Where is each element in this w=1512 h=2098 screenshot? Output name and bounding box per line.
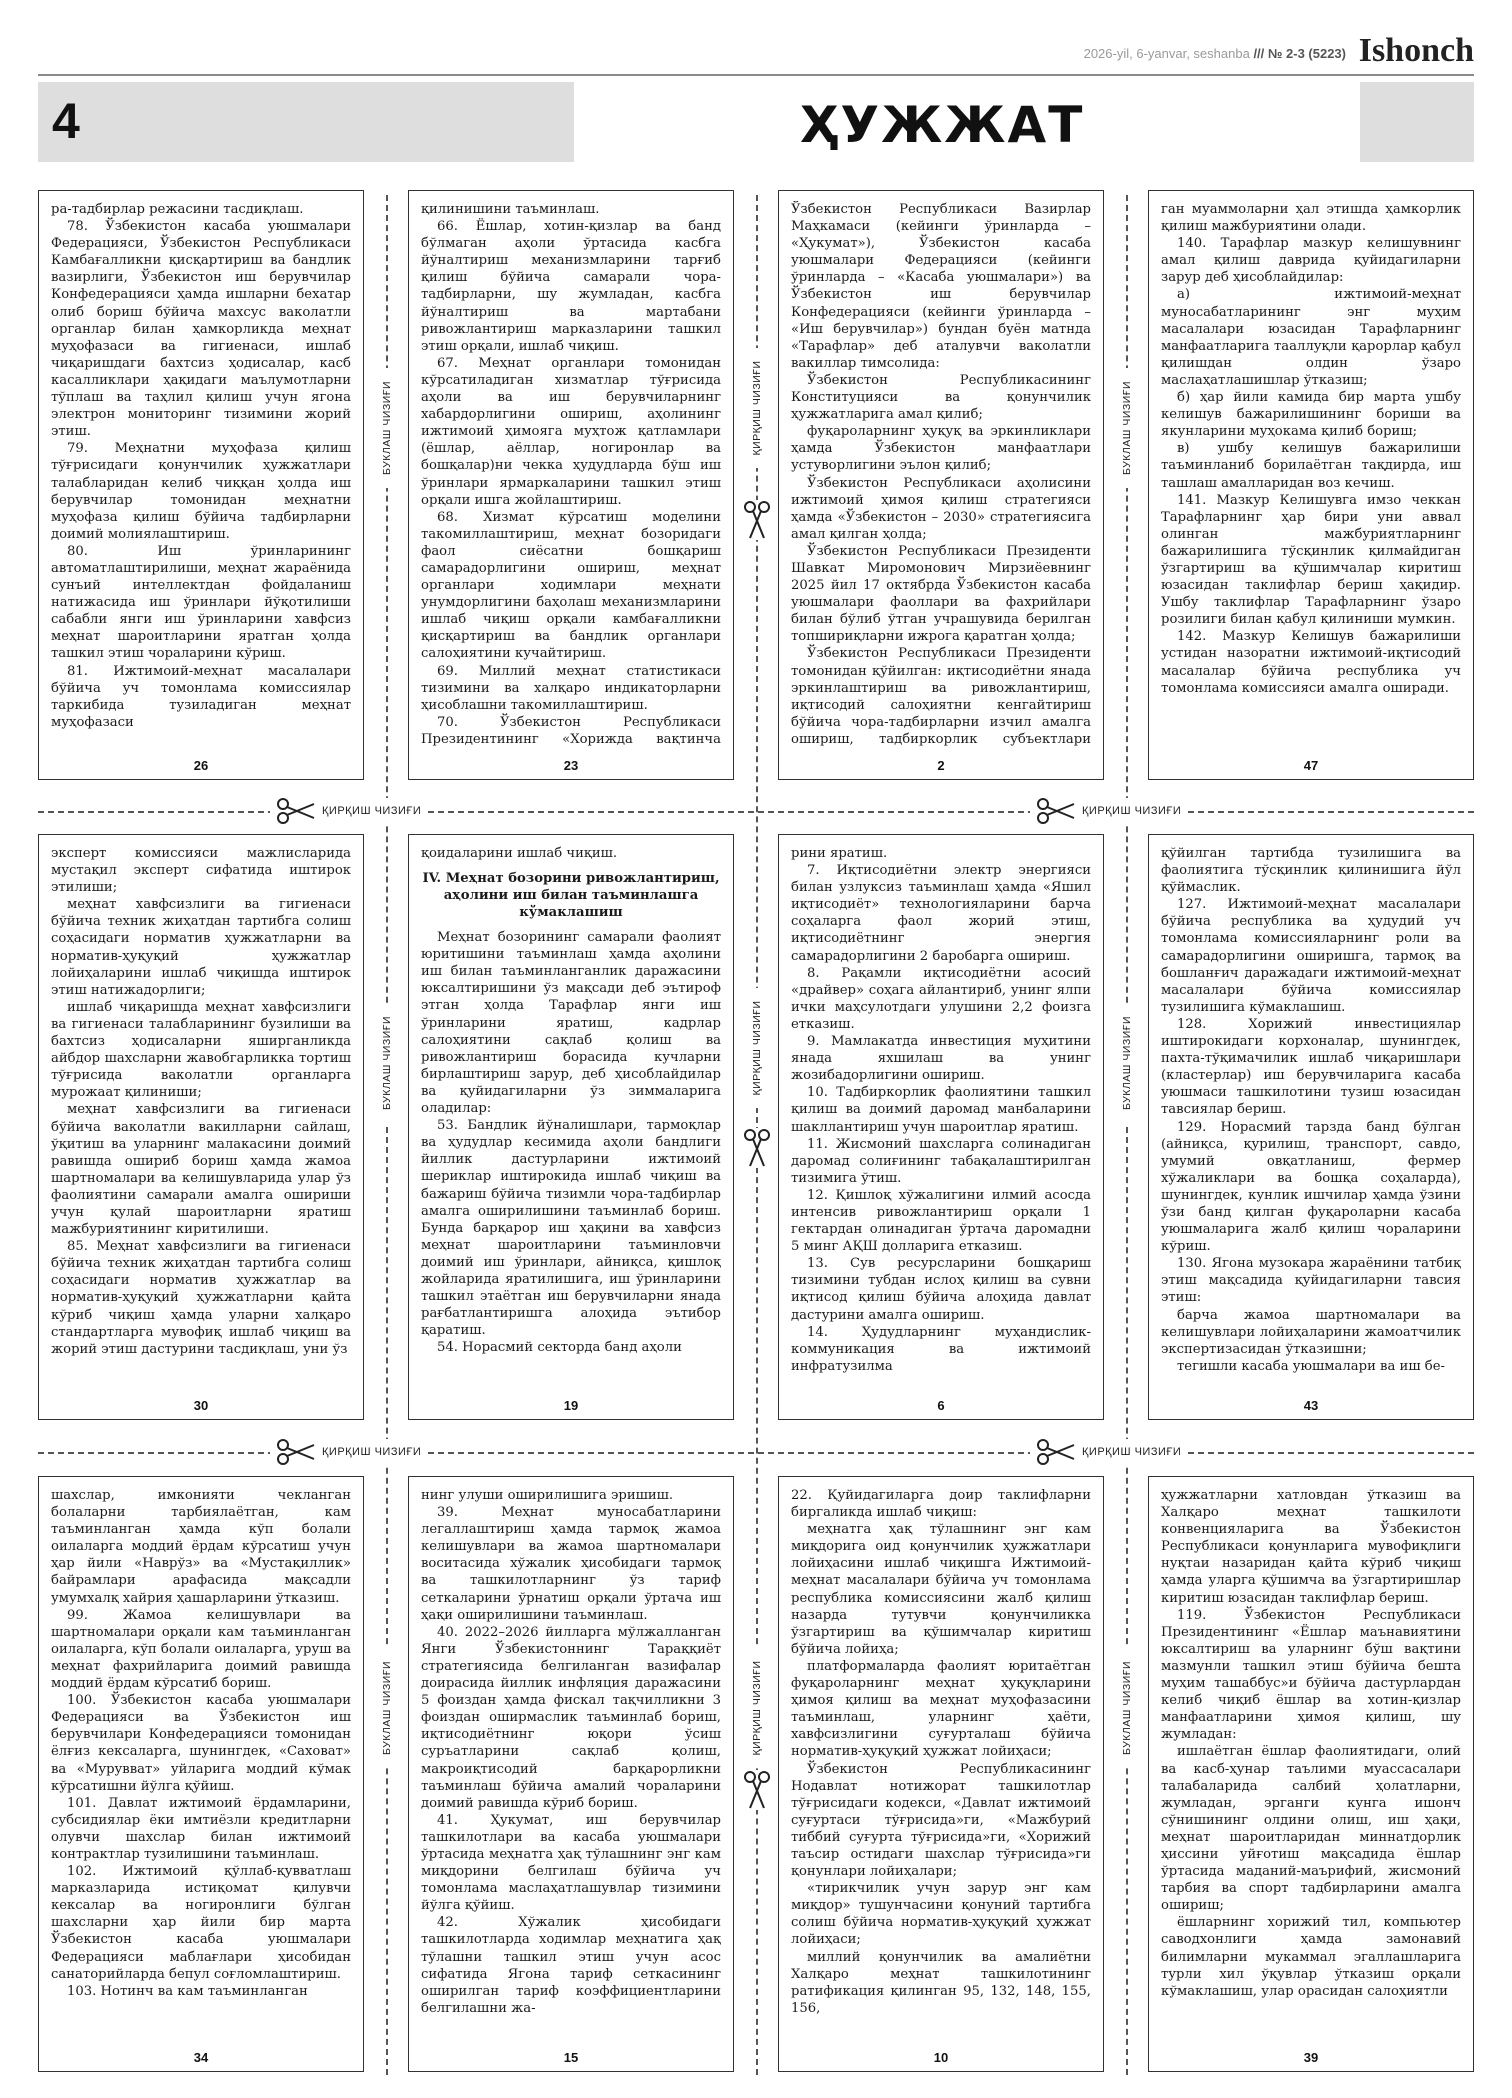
card-paragraph: ишлаб чиқаришда меҳнат хавфсизлиги ва гигиенаси талабларининг бузилиши ва бахтсиз ҳодисаларни яширганликда айбдор шахсларни жавобгарликка тортиш тўғрисида ваколатли органларга мурожаат қилиниши; xyxy=(51,999,351,1101)
card-number: 39 xyxy=(1303,2050,1319,2065)
card-paragraph: қўйилган тартибда тузилишига ва фаолиятига тўсқинлик қилинишига йўл қўймаслик. xyxy=(1161,846,1461,896)
document-card xyxy=(38,190,364,780)
cut-label-h2-left xyxy=(270,1439,427,1465)
card-paragraph: 11. Жисмоний шахсларга солинадиган даромад солиғининг табақалаштирилган тизимига ўтиш. xyxy=(791,1136,1091,1186)
card-paragraph: Ўзбекистон Республикаси Президенти Шавкат Миромонович Мирзиёевнинг 2025 йил 17 октябрда Ўзбекистон касаба уюшмалари фаоллари ва фахрийлари билан бўлиб ўтган учрашувида берилган топшириқларни ижрога қаратган ҳолда; xyxy=(791,543,1091,645)
title-accent-box xyxy=(1360,82,1474,162)
card-paragraph: 7. Иқтисодиётни электр энергияси билан узлуксиз таъминлаш ҳамда «Яшил иқтисодиёт» технологияларини барча соҳаларга фаол жорий этиш, иқтисодиётнинг энергия самарадорлигини 2 баробарга ошириш. xyxy=(791,863,1091,964)
card-paragraph: 67. Меҳнат органлари томонидан кўрсатиладиган хизматлар тўғрисида аҳоли ва иш берувчиларнинг хабардорлигини ошириш, аҳолининг ижтимоий ҳимояга муҳтож қатламлари (ёшлар, аёллар, ногиронлар ва бошқалар)ни чекка ҳудудларда бўш иш ўринлари ярмаркаларини ташкил этиш орқали ишга жойлаштириш. xyxy=(421,355,721,508)
cut-label-text: ҚИРҚИШ ЧИЗИҒИ xyxy=(1082,805,1182,817)
card-number: 43 xyxy=(1303,1398,1319,1413)
card-paragraph: Ўзбекистон Республикаси аҳолисини ижтимоий ҳимоя қилиш стратегияси ҳамда «Ўзбекистон – 2030» стратегиясига амал қилган ҳолда; xyxy=(791,475,1091,542)
issue-date: 2026-yil, 6-yanvar, seshanba xyxy=(1083,46,1250,61)
scissors-icon xyxy=(742,1770,772,1810)
card-paragraph: 85. Меҳнат хавфсизлиги ва гигиенаси бўйича техник жиҳатдан тартибга солиш соҳасидаги норматив ҳужжатлар ва норматив-ҳуқуқий ҳужжатларни қайта кўриб чиқиш ҳамда уларни халқаро стандартларга мувофиқ ишлаб чиқиш ва жорий этиш дастурини тасдиқлаш, уни ўз xyxy=(51,1239,351,1357)
document-card xyxy=(1148,834,1474,1420)
card-number: 34 xyxy=(193,2050,209,2065)
cut-label-text: ҚИРҚИШ ЧИЗИҒИ xyxy=(322,805,422,817)
card-paragraph: 99. Жамоа келишувлари ва шартномалари орқали кам таъминланган оилаларга, кўп болали оилаларга, уруш ва меҳнат фахрийларига доимий равишда моддий ёрдам кўрсатиб бориш. xyxy=(51,1607,351,1692)
card-paragraph: 66. Ёшлар, хотин-қизлар ва банд бўлмаган аҳоли ўртасида касбга йўналтириш механизмларини тарғиб қилиш бўйича самарали чора-тадбирларни, шу жумладан, касбга йўналтириш ва мартабани ривожлантириш марказларини ташкил этиш орқали, ишлаб чиқиш. xyxy=(421,219,721,354)
card-paragraph: фуқароларнинг ҳуқуқ ва эркинликлари ҳамда Ўзбекистон манфаатлари устуворлигини эълон қилиб; xyxy=(791,424,1091,474)
document-card xyxy=(408,1476,734,2072)
card-number: 26 xyxy=(193,758,209,773)
fold-label: БУКЛАШ ЧИЗИҒИ xyxy=(1119,1648,1135,1768)
document-card xyxy=(1148,1476,1474,2072)
card-paragraph: в) ушбу келишув бажарилиши таъминланиб борилаётган тақдирда, иш ташлаш амалларидан воз кечиш. xyxy=(1161,441,1461,491)
card-paragraph: меҳнат хавфсизлиги ва гигиенаси бўйича техник жиҳатдан тартибга солиш соҳасидаги норматив ҳужжатларни ва норматив-ҳуқуқий ҳужжатлар лойиҳаларини ишлаб чиқишда иштирок этиш натижадорлиги; xyxy=(51,897,351,998)
card-paragraph: 42. Хўжалик ҳисобидаги ташкилотларда ходимлар меҳнатига ҳақ тўлашни ташкил этиш учун асос сифатида Ягона тариф сеткасининг оширилган тариф коэффициентларини белгилашни жа- xyxy=(421,1915,721,2016)
document-card xyxy=(408,834,734,1420)
newspaper-logo[interactable]: Ishonch xyxy=(1358,32,1474,69)
card-paragraph: 78. Ўзбекистон касаба уюшмалари Федерацияси, Ўзбекистон Республикаси Камбағалликни қисқартириш ва бандлик вазирлиги, Ўзбекистон иш берувчилар Конфедерацияси ҳамда ишларни бехатар олиб бориш бўйича махсус ваколатли органлар билан ҳамкорликда меҳнат муҳофазаси ва гигиенаси, ишлаб чиқаришдаги бахтсиз ҳодисалар, касб касалликлари ҳақидаги маълумотларни тўплаш ва таҳлил қилиш учун ягона электрон мониторинг тизимини жорий этиш. xyxy=(51,219,351,440)
card-paragraph: 101. Давлат ижтимоий ёрдамларини, субсидиялар ёки имтиёзли кредитларни олувчи шахслар билан ижтимоий контрактлар тузилишини таъминлаш. xyxy=(51,1795,351,1862)
card-paragraph: Ўзбекистон Республикаси Президенти томонидан қўйилган: иқтисодиётни янада эркинлаштириш ва ривожлантириш, иқтисодий салоҳиятни кенгайтириш бўйича чора-тадбирларни изчил амалга ошириш, тадбиркорлик субъектлари xyxy=(791,646,1091,747)
document-card xyxy=(408,190,734,780)
card-paragraph: 69. Миллий меҳнат статистикаси тизимини ва халқаро индикаторларни ҳисоблашни такомиллаштириш. xyxy=(421,663,721,713)
card-number: 2 xyxy=(937,758,945,773)
issue-separator: /// xyxy=(1253,46,1265,61)
scissors-icon xyxy=(742,500,772,540)
document-card xyxy=(38,1476,364,2072)
scissors-icon xyxy=(742,1128,772,1168)
cut-label-h1-left xyxy=(270,798,427,824)
card-paragraph: 14. Ҳудудларнинг муҳандислик-коммуникация ва ижтимоий инфратузилма xyxy=(791,1324,1091,1374)
card-paragraph: 80. Иш ўринларининг автоматлаштирилиши, меҳнат жараёнида сунъий интеллектдан фойдаланиш натижасида иш ўринлари йўқотилиши сабабли янги иш ўринларини хавфсиз меҳнат шароитларини яратган ҳолда ташкил этиш чораларини кўриш. xyxy=(51,543,351,662)
cut-label-vertical: ҚИРҚИШ ЧИЗИҒИ xyxy=(749,348,765,468)
card-number: 30 xyxy=(193,1398,209,1413)
card-paragraph: 142. Мазкур Келишув бажарилиши устидан назоратни ижтимоий-иқтисодий масалалар бўйича республика уч томонлама комиссияси амалга оширади. xyxy=(1161,629,1461,696)
card-heading: IV. Меҳнат бозорини ривожлантириш, аҳолини иш билан таъминлашга кўмаклашиш xyxy=(422,871,720,921)
card-paragraph: 127. Ижтимоий-меҳнат масалалари бўйича республика ва ҳудудий уч томонлама комиссияларнинг роли ва самарадорлигини оширишга, тармоқ ва бошланғич даражадаги ижтимоий-меҳнат масалалари бўйича комиссиялар тузилишига кўмаклашиш. xyxy=(1161,897,1461,1015)
card-paragraph: 81. Ижтимоий-меҳнат масалалари бўйича уч томонлама комиссиялар таркибида тузиладиган меҳнат муҳофазаси xyxy=(51,663,351,730)
card-paragraph: 103. Нотинч ва кам таъминланган xyxy=(67,1983,308,1999)
scissors-icon xyxy=(276,1439,316,1465)
card-paragraph: 70. Ўзбекистон Республикаси Президентининг «Хорижда вақтинча xyxy=(421,714,721,747)
card-paragraph: шахслар, имконияти чекланган болаларни тарбиялаётган, кам таъминланган ҳамда кўп болали оилаларга моддий ёрдам кўрсатиш учун ҳар йили «Наврўз» ва «Мустақиллик» байрамлари арафасида мақсадли умумхалқ хайрия ҳашарларини ўтказиш. xyxy=(51,1488,351,1606)
card-paragraph: 141. Мазкур Келишувга имзо чеккан Тарафларнинг ҳар бири уни аввал олинган мажбуриятларнинг бажарилишига тўсқинлик қилмайдиган ўзгартириш ва қўшимчалар киритиш юзасидан таклифлар бериш ҳақидир. Ушбу таклифлар Тарафларнинг ўзаро розилиги билан қабул қилиниши мумкин. xyxy=(1161,492,1461,628)
cut-label-vertical: ҚИРҚИШ ЧИЗИҒИ xyxy=(749,1648,765,1768)
fold-label: БУКЛАШ ЧИЗИҒИ xyxy=(379,368,395,488)
card-paragraph: меҳнатга ҳақ тўлашнинг энг кам миқдорига оид қонунчилик ҳужжатлари лойиҳасини ишлаб чиқишга Ижтимоий-меҳнат масалалари бўйича уч томонлама республика комиссиясини жалб қилиш назарда тутувчи қонунчиликка ўзгартириш ва қўшимчалар киритиш бўйича лойиҳа; xyxy=(791,1522,1091,1657)
page-number-box xyxy=(38,82,574,162)
card-paragraph: 9. Мамлакатда инвестиция муҳитини янада яхшилаш ва унинг жозибадорлигини ошириш. xyxy=(791,1034,1091,1084)
card-paragraph: 140. Тарафлар мазкур келишувнинг амал қилиш даврида қуйидагиларни зарур деб ҳисоблайдилар: xyxy=(1161,236,1461,286)
card-paragraph: 41. Ҳукумат, иш берувчилар ташкилотлари ва касаба уюшмалари ўртасида меҳнатга ҳақ тўлашнинг энг кам миқдорини белгилаш бўйича уч томонлама маслаҳатлашувлар тизимини йўлга қўйиш. xyxy=(421,1812,721,1914)
fold-label: БУКЛАШ ЧИЗИҒИ xyxy=(1119,368,1135,488)
card-number: 10 xyxy=(933,2050,949,2065)
cut-label-text: ҚИРҚИШ ЧИЗИҒИ xyxy=(1082,1446,1182,1458)
document-card xyxy=(778,1476,1104,2072)
card-number: 23 xyxy=(563,758,579,773)
card-number: 19 xyxy=(563,1398,579,1413)
page-number: 4 xyxy=(52,93,80,149)
card-paragraph: қоидаларини ишлаб чиқиш. xyxy=(421,846,618,861)
card-paragraph: платформаларда фаолият юритаётган фуқароларнинг меҳнат ҳуқуқларини ҳимоя қилиш ва меҳнат муҳофазасини таъминлаш, уларнинг ҳаёти, хавфсизлигини суғурталаш бўйича норматив-ҳуқуқий ҳужжат лойиҳаси; xyxy=(791,1658,1091,1760)
masthead xyxy=(38,28,1474,74)
card-paragraph: Меҳнат бозорининг самарали фаолият юритишини таъминлаш ҳамда аҳолини иш билан таъминланганлик даражасини юксалтиришини ўз мақсади деб эътироф этган ҳолда Тарафлар янги иш ўринларини яратиш, кадрлар салоҳиятини сақлаб қолиш ва ривожлантириш борасида кучларни бирлаштириш зарур, деб ҳисоблайдилар ва қуйидагиларни ўз зиммаларига оладилар: xyxy=(421,930,721,1117)
card-paragraph: ишлаётган ёшлар фаолиятидаги, олий ва касб-ҳунар таълими муассасалари талабаларида салбий ҳолатларни, жумладан, эрганги кунга ишонч сўнишининг олдини олиш, иш ҳақи, меҳнат шароитларидан миннатдорлик ҳиссини уйғотиш мақсадида ёшлар ўртасида маданий-маърифий, жисмоний тарбия ва спорт тадбирларини амалга ошириш; xyxy=(1161,1744,1461,1914)
card-paragraph: «тирикчилик учун зарур энг кам миқдор» тушунчасини қонуний тартибга солиш бўйича норматив-ҳуқуқий ҳужжат лойиҳаси; xyxy=(791,1881,1091,1948)
card-paragraph: миллий қонунчилик ва амалиётни Халқаро меҳнат ташкилотининг ратификация қилинган 95, 132, 148, 155, 156, xyxy=(791,1949,1091,2016)
card-paragraph: ган муаммоларни ҳал этишда ҳамкорлик қилиш мажбуриятини олади. xyxy=(1161,202,1461,235)
document-card xyxy=(778,190,1104,780)
document-card xyxy=(1148,190,1474,780)
header-rule xyxy=(38,74,1474,76)
document-card xyxy=(778,834,1104,1420)
card-text xyxy=(51,1487,351,2041)
card-paragraph: 40. 2022–2026 йилларга мўлжалланган Янги Ўзбекистоннинг Тараққиёт стратегиясида белгиланган вазифалар доирасида йиллик инфляция даражасини 5 фоиздан ҳамда фискал тақчилликни 3 фоиздан оширмаслик таъминлаб бориш, иқтисодиётнинг юқори ўсиш суръатларини сақлаб қолиш, макроиқтисодий барқарорликни таъминлаш бўйича амалий чораларини доимий равишда кўриб бориш. xyxy=(421,1624,721,1811)
card-paragraph: тегишли касаба уюшмалари ва иш бе- xyxy=(1177,1358,1445,1374)
card-text xyxy=(421,201,721,749)
fold-label: БУКЛАШ ЧИЗИҒИ xyxy=(1119,1003,1135,1123)
card-paragraph: 119. Ўзбекистон Республикаси Президентининг «Ёшлар маънавиятини юксалтириш ва уларнинг бўш вақтини мазмунли ташкил этиш бўйича бешта муҳим ташаббус»и бўйича дастурлардан келиб чиқиб ёшлар ва хотин-қизлар манфаатларини ҳимоя қилиш, шу жумладан: xyxy=(1161,1607,1461,1743)
scissors-icon xyxy=(1036,1439,1076,1465)
card-paragraph: 79. Меҳнатни муҳофаза қилиш тўғрисидаги қонунчилик ҳужжатлари талабларидан келиб чиққан ҳолда иш берувчилар томонидан меҳнатни муҳофаза қилиш бўйича тадбирларни доимий молиялаштириш. xyxy=(51,441,351,542)
card-paragraph: б) ҳар йили камида бир марта ушбу келишув бажарилишининг бориши ва якунларини муҳокама қилиб бориш; xyxy=(1161,390,1461,440)
cut-label-h1-right xyxy=(1030,798,1187,824)
card-paragraph: 39. Меҳнат муносабатларини легаллаштириш ҳамда тармоқ жамоа келишувлари ва жамоа шартномалари воситасида хўжалик ҳисобидаги тармоқ ва ташкилотларнинг ўз тариф сеткаларини ўрнатиш орқали ўртача иш ҳақи оширилишини таъминлаш. xyxy=(421,1505,721,1623)
card-paragraph: 53. Бандлик йўналишлари, тармоқлар ва ҳудудлар кесимида аҳоли бандлиги йиллик дастурларини ижтимоий шериклар иштирокида ишлаб чиқиш ва бажариш бўйича тизимли чора-тадбирлар амалга оширилишини таъминлаб бориш. Бунда барқарор иш ҳақини ва хавфсиз меҳнат шароитларини таъминловчи доимий иш ўринлари, айниқса, қишлоқ жойларида яратилишига, иш ўринларини ташкил этаётган иш берувчиларни янада рағбатлантиришга алоҳида эътибор қаратиш. xyxy=(421,1118,721,1339)
card-paragraph: а) ижтимоий-меҳнат муносабатларининг энг муҳим масалалари юзасидан Тарафларнинг манфаатларига тааллуқли қарорлар қабул қилишдан олдин ўзаро маслаҳатлашишлар ўтказиш; xyxy=(1161,287,1461,388)
card-paragraph: меҳнат хавфсизлиги ва гигиенаси бўйича ваколатли вакилларни сайлаш, ўқитиш ва уларнинг малакасини доимий равишда ошириб бориш ҳамда жамоа шартномалари ва келишувларида улар ўз фаолиятини самарали амалга ошириши учун қулай шароитларни яратиш мажбуриятининг киритилиши. xyxy=(51,1102,351,1238)
issue-number: № 2-3 (5223) xyxy=(1267,46,1346,61)
card-paragraph: 128. Хорижий инвестициялар иштирокидаги корхоналар, шунингдек, пахта-тўқимачилик ишлаб чиқаришлари (кластерлар) иш берувчиларига касаба уюшмаси ташкилотини тузиш юзасидан тавсиялар бериш. xyxy=(1161,1016,1461,1118)
cut-label-vertical: ҚИРҚИШ ЧИЗИҒИ xyxy=(749,988,765,1108)
card-paragraph: эксперт комиссияси мажлисларида мустақил эксперт сифатида иштирок этилиши; xyxy=(51,846,351,896)
card-paragraph: Ўзбекистон Республикасининг Нодавлат нотижорат ташкилотлар тўғрисидаги кодекси, «Давлат ижтимоий суғуртаси тўғрисида»ги, «Мажбурий тиббий суғурта тўғрисида»ги, «Хорижий таъсир остидаги шахслар тўғрисида»ги қонунлари лойиҳалари; xyxy=(791,1761,1091,1880)
scissors-icon xyxy=(1036,798,1076,824)
section-title: ҲУЖЖАТ xyxy=(800,96,1085,154)
card-paragraph: 68. Хизмат кўрсатиш моделини такомиллаштириш, меҳнат бозоридаги фаол сиёсатни бошқариш самарадорлигини ошириш, меҳнат органлари ходимлари меҳнати унумдорлигини баҳолаш механизмларини ишлаб чиқиш орқали камбағалликни қисқартириш ва бандлик органлари салоҳиятини кучайтириш. xyxy=(421,509,721,662)
fold-label: БУКЛАШ ЧИЗИҒИ xyxy=(379,1003,395,1123)
card-text xyxy=(1161,1487,1461,2041)
card-text xyxy=(421,845,721,1389)
card-paragraph: ёшларнинг хорижий тил, компьютер саводхонлиги ҳамда замонавий билимларни мукаммал эгаллашларига турли хил ўқувлар ўтказиш орқали кўмаклашиш, улар орасидан салоҳиятли xyxy=(1161,1915,1461,1999)
card-paragraph: 100. Ўзбекистон касаба уюшмалари Федерацияси ва Ўзбекистон иш берувчилари Конфедерацияси томонидан ёлғиз кексаларга, шунингдек, «Саховат» ва «Мурувват» уйларига моддий кўмак кўрсатишни йўлга қўйиш. xyxy=(51,1693,351,1794)
card-paragraph: 130. Ягона музокара жараёнини татбиқ этиш мақсадида қуйидагиларни тавсия этиш: xyxy=(1161,1256,1461,1306)
card-paragraph: ҳужжатларни хатловдан ўтказиш ва Халқаро меҳнат ташкилоти конвенцияларига ва Ўзбекистон Республикаси қонунларига мувофиқлиги нуқтаи назаридан қайта кўриб чиқиш ҳамда уларга қўшимча ва ўзгартиришлар киритиш юзасидан таклифлар бериш. xyxy=(1161,1488,1461,1606)
card-paragraph: 22. Қуйидагиларга доир таклифларни биргаликда ишлаб чиқиш: xyxy=(791,1488,1091,1521)
card-paragraph: нинг улуши оширилишига эришиш. xyxy=(421,1488,674,1503)
card-paragraph: 129. Норасмий тарзда банд бўлган (айниқса, қурилиш, транспорт, савдо, умумий овқатланиш, фермер хўжаликлари ва бошқа соҳаларда), шунингдек, кунлик ишчилар ҳамда ўзини ўзи банд қилган фуқароларни касаба уюшмаларига жалб қилиш чораларини кўриш. xyxy=(1161,1119,1461,1255)
card-number: 6 xyxy=(937,1398,945,1413)
cut-label-h2-right xyxy=(1030,1439,1187,1465)
card-paragraph: 54. Норасмий секторда банд аҳоли xyxy=(437,1340,682,1356)
card-text xyxy=(1161,845,1461,1389)
card-paragraph: барча жамоа шартномалари ва келишувлари лойиҳаларини жамоатчилик экспертизасидан ўтказишни; xyxy=(1161,1307,1461,1357)
document-card xyxy=(38,834,364,1420)
card-paragraph: 8. Рақамли иқтисодиётни асосий «драйвер» соҳага айлантириб, унинг ялпи ички маҳсулотдаги улушини 2,2 фоизга етказиш. xyxy=(791,965,1091,1032)
card-paragraph: қилинишини таъминлаш. xyxy=(421,202,600,217)
card-text xyxy=(791,1487,1091,2041)
fold-label: БУКЛАШ ЧИЗИҒИ xyxy=(379,1648,395,1768)
card-paragraph: 12. Қишлоқ хўжалигини илмий асосда интенсив ривожлантириш орқали 1 гектардан олинадиган ўртача даромадни 5 минг АҚШ долларига етказиш. xyxy=(791,1187,1091,1255)
card-text xyxy=(51,845,351,1389)
card-number: 15 xyxy=(563,2050,579,2065)
card-paragraph: 13. Сув ресурсларини бошқариш тизимини тубдан ислоҳ қилиш ва сувни иқтисод қилиш бўйича алоҳида давлат дастурини амалга ошириш. xyxy=(791,1256,1091,1323)
card-paragraph: Ўзбекистон Республикасининг Конституцияси ва қонунчилик ҳужжатларига амал қилиб; xyxy=(791,372,1091,423)
card-text xyxy=(421,1487,721,2041)
card-paragraph: 10. Тадбиркорлик фаолиятини ташкил қилиш ва доимий даромад манбаларини шакллантириш учун шароитлар яратиш. xyxy=(791,1085,1091,1135)
scissors-icon xyxy=(276,798,316,824)
card-paragraph: рини яратиш. xyxy=(791,846,888,861)
card-paragraph: Ўзбекистон Республикаси Вазирлар Маҳкамаси (кейинги ўринларда – «Ҳукумат»), Ўзбекистон касаба уюшмалари Федерацияси (кейинги ўринларда – «Касаба уюшмалари») ва Ўзбекистон иш берувчилар Конфедерацияси (кейинги ўринларда – «Иш берувчилар») бундан буён матнда «Тарафлар» деб аталувчи ваколатли вакиллар тимсолида: xyxy=(791,202,1091,371)
card-text xyxy=(791,845,1091,1389)
issue-info xyxy=(1084,46,1346,61)
cut-label-text: ҚИРҚИШ ЧИЗИҒИ xyxy=(322,1446,422,1458)
card-text xyxy=(51,201,351,749)
card-text xyxy=(791,201,1091,749)
card-paragraph: ра-тадбирлар режасини тасдиқлаш. xyxy=(51,202,304,217)
card-paragraph: 102. Ижтимоий қўллаб-қувватлаш марказларида истиқомат қилувчи кексалар ва ногиронлиги бўлган шахсларни ҳар йили бир марта Ўзбекистон касаба уюшмалари Федерацияси маблағлари ҳисобидан санаторийларда бепул соғломлаштириш. xyxy=(51,1864,351,1982)
card-text xyxy=(1161,201,1461,749)
card-number: 47 xyxy=(1303,758,1319,773)
